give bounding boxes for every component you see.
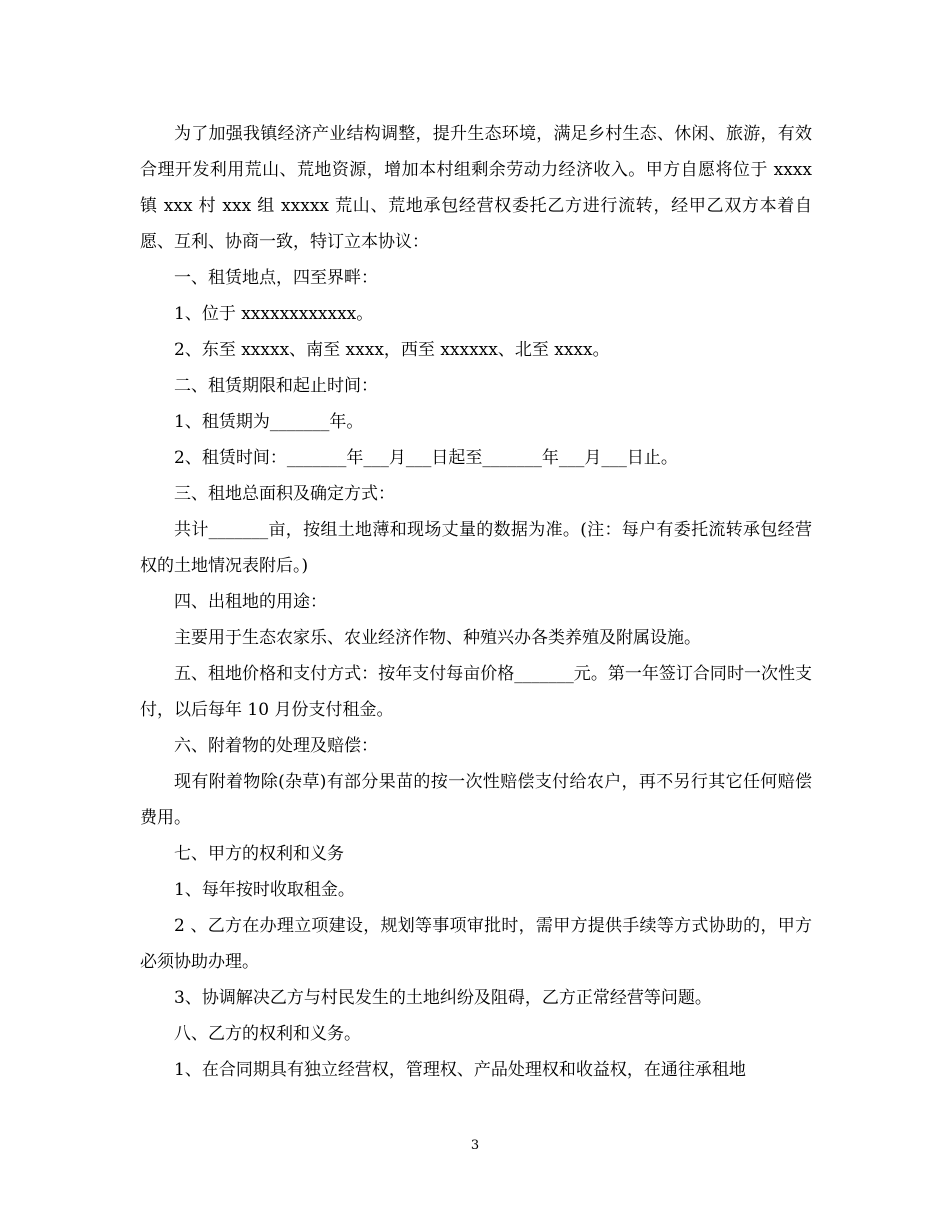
paragraph-19: 八、乙方的权利和义务。 xyxy=(174,1024,361,1044)
paragraph-9: 共计_______亩，按组土地薄和现场丈量的数据为准。(注：每户有委托流转承包经营权的土地情况表附后。) xyxy=(140,520,812,576)
paragraph-13: 六、附着物的处理及赔偿： xyxy=(174,736,378,756)
paragraph-7: 2、租赁时间：_______年___月___日起至_______年___月___日止。 xyxy=(174,448,678,468)
paragraph-5: 二、租赁期限和起止时间： xyxy=(174,376,378,396)
paragraph-1: 为了加强我镇经济产业结构调整，提升生态环境，满足乡村生态、休闲、旅游，有效合理开发利用荒山、荒地资源，增加本村组剩余劳动力经济收入。甲方自愿将位于 xxxx 镇 xxx 村 xxx 组 xxxxx 荒山、荒地承包经营权委托乙方进行流转，经甲乙双方本着自愿、互利、协商一致，特订立本协议： xyxy=(140,124,812,252)
paragraph-20: 1、在合同期具有独立经营权，管理权、产品处理权和收益权，在通往承租地 xyxy=(174,1060,746,1080)
paragraph-4: 2、东至 xxxxx、南至 xxxx，西至 xxxxxx、北至 xxxx。 xyxy=(174,340,610,360)
paragraph-14: 现有附着物除(杂草)有部分果苗的按一次性赔偿支付给农户，再不另行其它任何赔偿费用。 xyxy=(140,772,812,828)
paragraph-8: 三、租地总面积及确定方式： xyxy=(174,484,395,504)
paragraph-16: 1、每年按时收取租金。 xyxy=(174,880,355,900)
paragraph-11: 主要用于生态农家乐、农业经济作物、种殖兴办各类养殖及附属设施。 xyxy=(174,628,701,648)
paragraph-3: 1、位于 xxxxxxxxxxxx。 xyxy=(174,304,374,324)
paragraph-18: 3、协调解决乙方与村民发生的土地纠纷及阻碍，乙方正常经营等问题。 xyxy=(174,988,712,1008)
page-number: 3 xyxy=(470,1138,480,1153)
paragraph-17: 2 、乙方在办理立项建设，规划等事项审批时，需甲方提供手续等方式协助的，甲方必须协助办理。 xyxy=(140,916,812,972)
paragraph-12: 五、租地价格和支付方式：按年支付每亩价格_______元。第一年签订合同时一次性支付，以后每年 10 月份支付租金。 xyxy=(140,664,812,720)
paragraph-15: 七、甲方的权利和义务 xyxy=(174,844,344,864)
paragraph-2: 一、租赁地点，四至界畔： xyxy=(174,268,378,288)
paragraph-10: 四、出租地的用途： xyxy=(174,592,327,612)
paragraph-6: 1、租赁期为_______年。 xyxy=(174,412,364,432)
document-body xyxy=(140,116,812,1088)
